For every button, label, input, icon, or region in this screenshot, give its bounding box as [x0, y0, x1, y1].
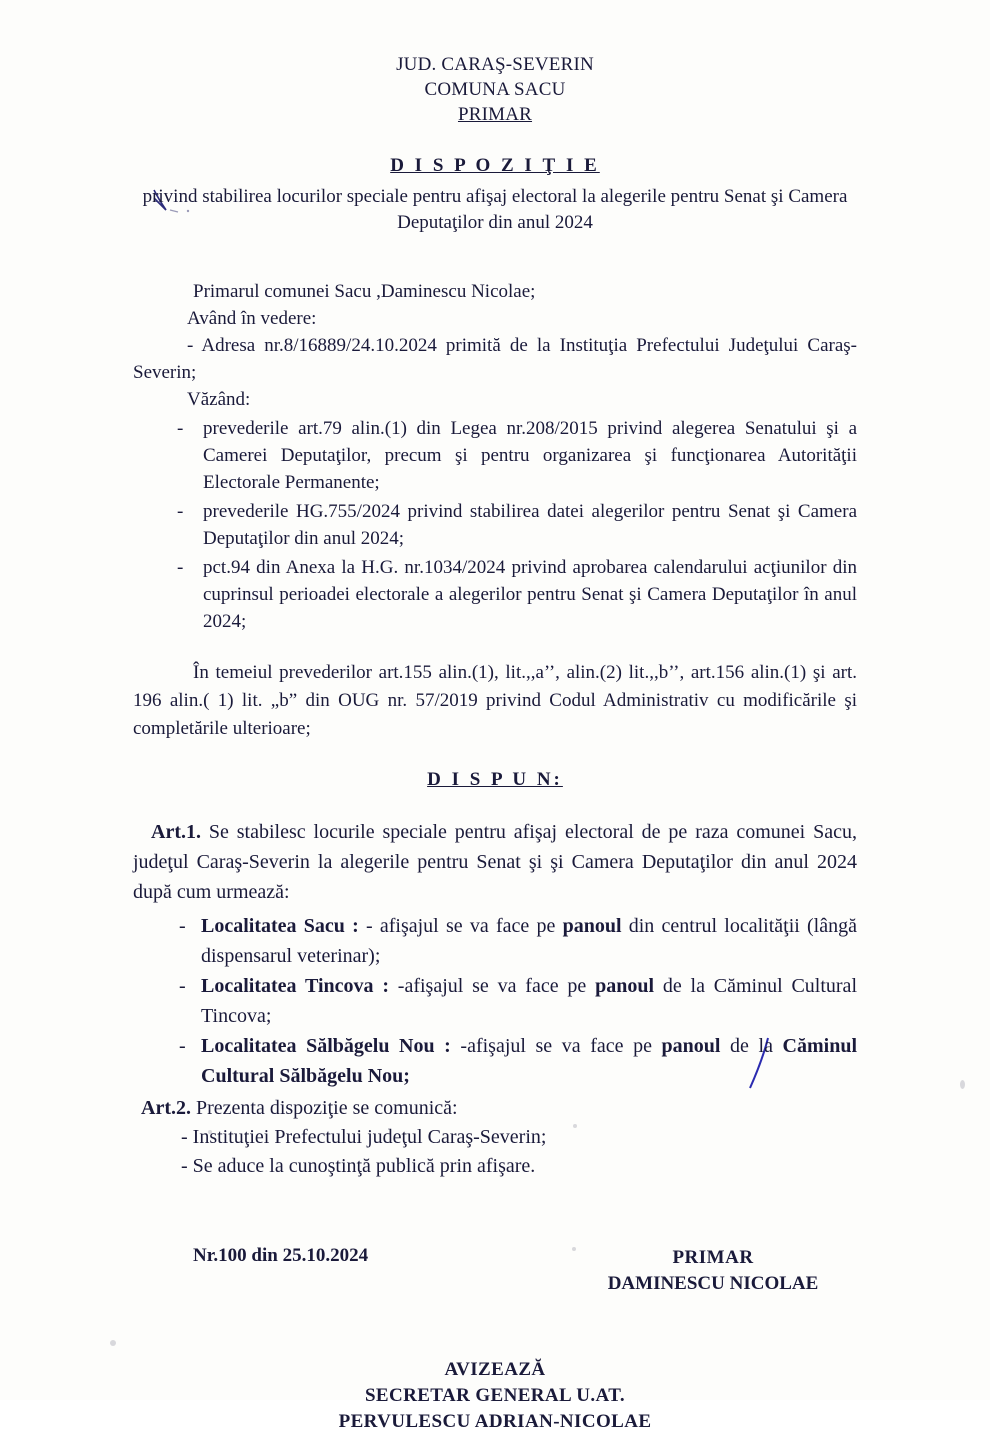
preamble-mayor-line: Primarul comunei Sacu ,Daminescu Nicolae; — [193, 281, 536, 302]
preamble-block — [133, 278, 857, 743]
preamble-address-line: - Adresa nr.8/16889/24.10.2024 primită de la Instituţia Prefectului Judeţului Caraş-Severin; — [133, 335, 857, 383]
signature-role: PRIMAR — [672, 1247, 754, 1268]
document-header — [133, 52, 857, 127]
article-1-body: Se stabilesc locurile speciale pentru afişaj electoral de pe raza comunei Sacu, judeţul Caraş-Severin la alegerile pentru Senat şi şi Camera Deputaţilor din anul 2024 după cum urmează: — [133, 821, 857, 903]
countersign-label: AVIZEAZĂ — [444, 1359, 546, 1380]
article-1 — [133, 817, 857, 1181]
location-mid: -afişajul se va face pe — [450, 1035, 662, 1057]
panel-word: panoul — [595, 975, 655, 997]
header-role: PRIMAR — [457, 104, 533, 125]
article-2-line-1: - Instituţiei Prefectului judeţul Caraş-Severin; — [181, 1126, 547, 1148]
preamble-considering-line: Având în vedere: — [187, 308, 317, 329]
paper-speck — [110, 1340, 116, 1346]
signature-row — [133, 1245, 857, 1305]
header-county: JUD. CARAŞ-SEVERIN — [396, 54, 594, 75]
article-2-line-2: - Se aduce la cunoştinţă publică prin afişare. — [181, 1155, 536, 1177]
article-1-label: Art.1. — [151, 821, 201, 843]
article-1-text — [133, 817, 857, 907]
location-tail: din centrul localităţii (lângă dispensarul veterinar); — [201, 915, 857, 967]
list-item: - prevederile art.79 alin.(1) din Legea nr.208/2015 privind alegerea Senatului şi a Camerei Deputaţilor, precum şi pentru organizarea şi funcţionarea Autorităţii Electorale Permanente; — [133, 415, 857, 496]
article-2-body: Prezenta dispoziţie se comunică: — [190, 1097, 458, 1119]
list-item: - prevederile HG.755/2024 privind stabilirea datei alegerilor pentru Senat şi Camera Deputaţilor din anul 2024; — [133, 498, 857, 552]
paper-speck — [960, 1080, 965, 1089]
legal-basis-list — [133, 415, 857, 635]
location-tail: de la — [720, 1035, 783, 1057]
location-name: Localitatea Sacu : — [201, 915, 359, 937]
locations-list — [133, 911, 857, 1091]
document-number-date: Nr.100 din 25.10.2024 — [193, 1245, 369, 1266]
document-body — [133, 52, 857, 1435]
mayor-signature-block — [573, 1245, 853, 1297]
location-tail: de la Căminul Cultural Tincova; — [201, 975, 857, 1027]
list-item — [133, 971, 857, 1031]
location-name: Localitatea Tincova : — [201, 975, 389, 997]
list-item — [133, 911, 857, 971]
list-item — [133, 1031, 857, 1091]
countersign-block — [133, 1357, 857, 1435]
location-mid: - afişajul se va face pe — [358, 915, 563, 937]
location-mid: -afişajul se va face pe — [388, 975, 596, 997]
panel-word: panoul — [562, 915, 622, 937]
legal-ground-paragraph: În temeiul prevederilor art.155 alin.(1), lit.,,a’’, alin.(2) lit.,,b’’, art.156 alin.(1) şi art. 196 alin.( 1) lit. „b” din OUG nr. 57/2019 privind Codul Administrativ cu modificările şi completările ulterioare; — [133, 662, 857, 739]
location-name: Localitatea Sălbăgelu Nou : — [201, 1035, 451, 1057]
countersign-name: PERVULESCU ADRIAN-NICOLAE — [338, 1411, 652, 1432]
document-title: D I S P O Z I Ţ I E — [390, 155, 600, 176]
dispun-heading: D I S P U N: — [427, 769, 563, 790]
preamble-seeing-line: Văzând: — [187, 389, 251, 410]
panel-word: panoul — [661, 1035, 721, 1057]
list-item: - pct.94 din Anexa la H.G. nr.1034/2024 privind aprobarea calendarului acţiunilor din cuprinsul perioadei electorale a alegerilor pentru Senat şi Camera Deputaţilor în anul 2024; — [133, 554, 857, 635]
countersign-role: SECRETAR GENERAL U.AT. — [364, 1385, 626, 1406]
article-2 — [133, 1093, 857, 1123]
signature-name: DAMINESCU NICOLAE — [607, 1273, 819, 1294]
location-venue: Căminul Cultural Sălbăgelu Nou; — [201, 1035, 857, 1087]
article-2-label: Art.2. — [141, 1097, 191, 1119]
header-commune: COMUNA SACU — [424, 79, 566, 100]
document-subtitle: privind stabilirea locurilor speciale pentru afişaj electoral la alegerile pentru Senat şi Camera Deputaţilor din anul 2024 — [142, 186, 848, 233]
